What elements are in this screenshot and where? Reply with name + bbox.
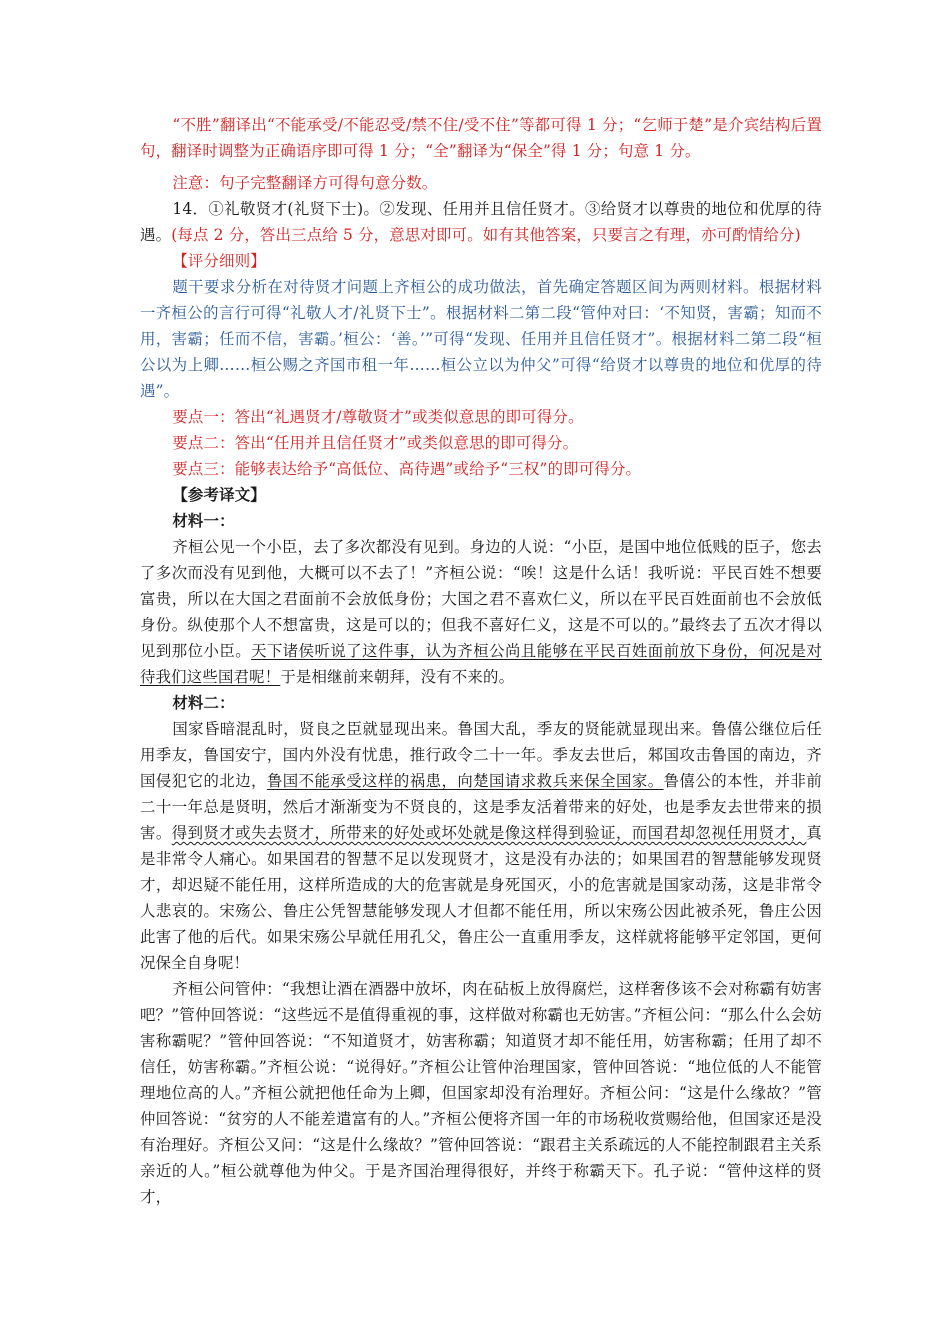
material-1-underlined: 天下诸侯听说了这件事，认为齐桓公尚且能够在平民百姓面前放下身份，何况是对待我们这些国君呢！ — [140, 642, 823, 686]
material-2-title: 材料二： — [172, 694, 235, 712]
material-2-part-a: 国家昏暗混乱时，贤良之臣就显现出来。鲁国大乱，季友的贤能就显现出来。鲁僖公继位后任用季友，鲁国安宁，国内外没有忧患，推行政令二十一年。季友去世后，邾国攻击鲁国的南边，齐国侵犯它的北边， — [140, 720, 822, 790]
material-1-part-b: 于是相继前来朝拜，没有不来的。 — [280, 668, 515, 686]
material-1-title: 材料一： — [172, 512, 235, 530]
question-14-scoring: (每点 2 分，答出三点给 5 分，意思对即可。如有其他答案，只要言之有理，亦可酌情给分) — [171, 226, 801, 244]
grading-note: 注意：句子完整翻译方可得句意分数。 — [172, 174, 438, 192]
question-14-points: 14．①礼敬贤才(礼贤下士)。②发现、任用并且信任贤才。③给贤才以尊贵的地位和优厚的待遇。 — [140, 200, 822, 244]
material-2-paragraph-2: 齐桓公问管仲：“我想让酒在酒器中放坏，肉在砧板上放得腐烂，这样奢侈该不会对称霸有妨害吧？”管仲回答说：“这些远不是值得重视的事，这样做对称霸也无妨害。”齐桓公问：“那么什么会妨害称霸呢？”管仲回答说：“不知道贤才，妨害称霸；知道贤才却不能任用，妨害称霸；任用了却不信任，妨害称霸。”齐桓公说：“说得好。”齐桓公让管仲治理国家，管仲回答说：“地位低的人不能管理地位高的人。”齐桓公就把他任命为上卿，但国家却没有治理好。齐桓公问：“这是什么缘故？”管仲回答说：“贫穷的人不能差遣富有的人。”齐桓公便将齐国一年的市场税收赏赐给他，但国家还是没有治理好。齐桓公又问：“这是什么缘故？”管仲回答说：“跟君主关系疏远的人不能控制跟君主关系亲近的人。”桓公就尊他为仲父。于是齐国治理得很好，并终于称霸天下。孔子说：“管仲这样的贤才， — [140, 980, 822, 1206]
grading-paragraph-translation: “不胜”翻译出“不能承受/不能忍受/禁不住/受不住”等都可得 1 分；“乞师于楚”是介宾结构后置句，翻译时调整为正确语序即可得 1 分；“全”翻译为“保全”得 1 分；句意 1 分。 — [140, 116, 822, 160]
rules-body: 题干要求分析在对待贤才问题上齐桓公的成功做法，首先确定答题区间为两则材料。根据材料一齐桓公的言行可得“礼敬人才/礼贤下士”。根据材料二第二段“管仲对曰：‘不知贤，害霸；知而不用，害霸；任而不信，害霸。’桓公：‘善。’”可得“发现、任用并且信任贤才”。根据材料二第二段“桓公以为上卿……桓公赐之齐国市租一年……桓公立以为仲父”可得“给贤才以尊贵的地位和优厚的待遇”。 — [140, 278, 822, 400]
material-1-part-a: 齐桓公见一个小臣，去了多次都没有见到。身边的人说：“小臣，是国中地位低贱的臣子，您去了多次而没有见到他，大概可以不去了！”齐桓公说：“唉！这是什么话！我听说：平民百姓不想要富贵，所以在大国之君面前不会放低身份；大国之君不喜欢仁义，所以在平民百姓面前也不会放低身份。纵使那个人不想富贵，这是可以的；但我不喜好仁义，这是不可以的。”最终去了五次才得以见到那位小臣。 — [140, 538, 822, 660]
material-2-paragraph-1 — [140, 716, 822, 976]
translation-heading: 【参考译文】 — [172, 486, 266, 504]
material-2-wavy-underlined: 得到贤才或失去贤才，所带来的好处或坏处就是像这样得到验证，而国君却忽视任用贤才， — [171, 824, 807, 842]
rules-heading: 【评分细则】 — [172, 252, 266, 270]
question-14-answer — [140, 196, 822, 248]
key-point-2: 要点二：答出“任用并且信任贤才”或类似意思的即可得分。 — [172, 434, 579, 452]
material-1-text — [140, 534, 822, 690]
material-2-part-b: 鲁僖公的本性，并非前二十一年总是贤明，然后才渐渐变为不贤良的，这是季友活着带来的好处，也是季友去世带来的损害。 — [140, 772, 822, 842]
material-2-part-c: 真是非常令人痛心。如果国君的智慧不足以发现贤才，这是没有办法的；如果国君的智慧能够发现贤才，却迟疑不能任用，这样所造成的大的危害就是身死国灭，小的危害就是国家动荡，这是非常令人悲哀的。宋殇公、鲁庄公凭智慧能够发现人才但都不能任用，所以宋殇公因此被杀死，鲁庄公因此害了他的后代。如果宋殇公早就任用孔父，鲁庄公一直重用季友，这样就将能够平定邻国，更何况保全自身呢！ — [140, 824, 822, 972]
key-point-3: 要点三：能够表达给予“高低位、高待遇”或给予“三权”的即可得分。 — [172, 460, 642, 478]
key-point-1: 要点一：答出“礼遇贤才/尊敬贤才”或类似意思的即可得分。 — [172, 408, 584, 426]
material-2-underlined: 鲁国不能承受这样的祸患，向楚国请求救兵来保全国家。 — [266, 772, 664, 790]
